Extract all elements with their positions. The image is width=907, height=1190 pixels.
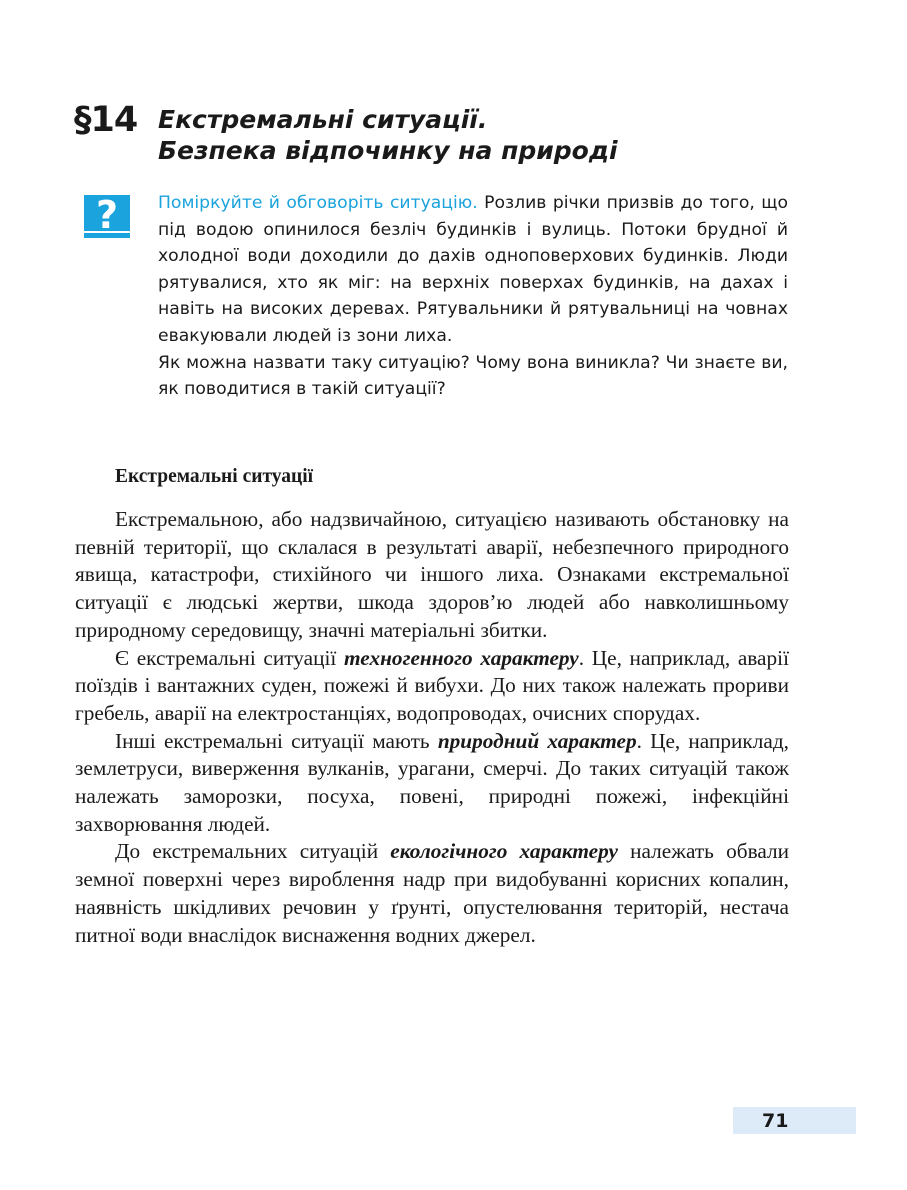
prompt-questions: Як можна назвати таку ситуацію? Чому вона виникла? Чи знаєте ви, як поводитися в такій ситуації? — [158, 352, 788, 400]
paragraph-2: Є екстремальні ситуації техногенного характеру. Це, наприклад, аварії поїздів і вантажних суден, пожежі й вибухи. До них також належать прориви гребель, аварії на електростанціях, водопроводах, очисних спорудах. — [75, 645, 789, 725]
paragraph-4: До екстремальних ситуацій екологічного характеру належать обвали земної поверхні через вироблення надр при видобуванні корисних копалин, наявність шкідливих речовин у ґрунті, опустелювання територій, нестача питної води внаслідок виснаження водних джерел. — [75, 839, 790, 947]
paragraph-3: Інші екстремальні ситуації мають природний характер. Це, наприклад, землетруси, виверження вулканів, урагани, смерчі. До таких ситуацій також належать заморозки, посуха, повені, природні пожежі, інфекційні захворювання людей. — [75, 728, 789, 836]
question-mark-icon — [84, 195, 130, 239]
title-line-2: Безпека відпочинку на природі — [158, 136, 618, 165]
prompt-text: Розлив річки призвів до того, що під водою опинилося безліч будинків і вулиць. Потоки брудної й холодної води доходили до дахів одноповерхових будинків. Люди рятувалися, хто як міг: на верхніх поверхах будинків, на дахах і навіть на високих деревах. Рятувальники й рятувальниці на човнах евакуювали людей із зони лиха. — [158, 193, 788, 346]
prompt-lead: Поміркуйте й обговоріть ситуацію. — [158, 193, 478, 213]
term-ecological: екологічного характеру — [390, 839, 618, 864]
subsection-heading: Екстремальні ситуації — [115, 466, 314, 487]
section-title — [158, 104, 798, 166]
term-technogenic: техногенного характеру — [344, 645, 579, 670]
section-number: §14 — [74, 100, 138, 140]
term-natural: природний характер — [437, 728, 637, 753]
discussion-prompt — [158, 190, 788, 403]
paragraph-1: Екстремальною, або надзвичайною, ситуацією називають обстановку на певній території, що склалася в результаті аварії, небезпечного природного явища, катастрофи, стихійного чи іншого лиха. Ознаками екстремальної ситуації є людські жертви, шкода здоров’ю людей або навколишньому природному середовищу, значні матеріальні збитки. — [75, 507, 789, 642]
main-text — [75, 462, 789, 949]
title-line-1: Екстремальні ситуації. — [158, 105, 488, 134]
svg-text:?: ? — [95, 195, 119, 237]
section-header — [74, 96, 834, 176]
page-number: 71 — [762, 1110, 789, 1132]
page-number-band — [733, 1107, 856, 1134]
